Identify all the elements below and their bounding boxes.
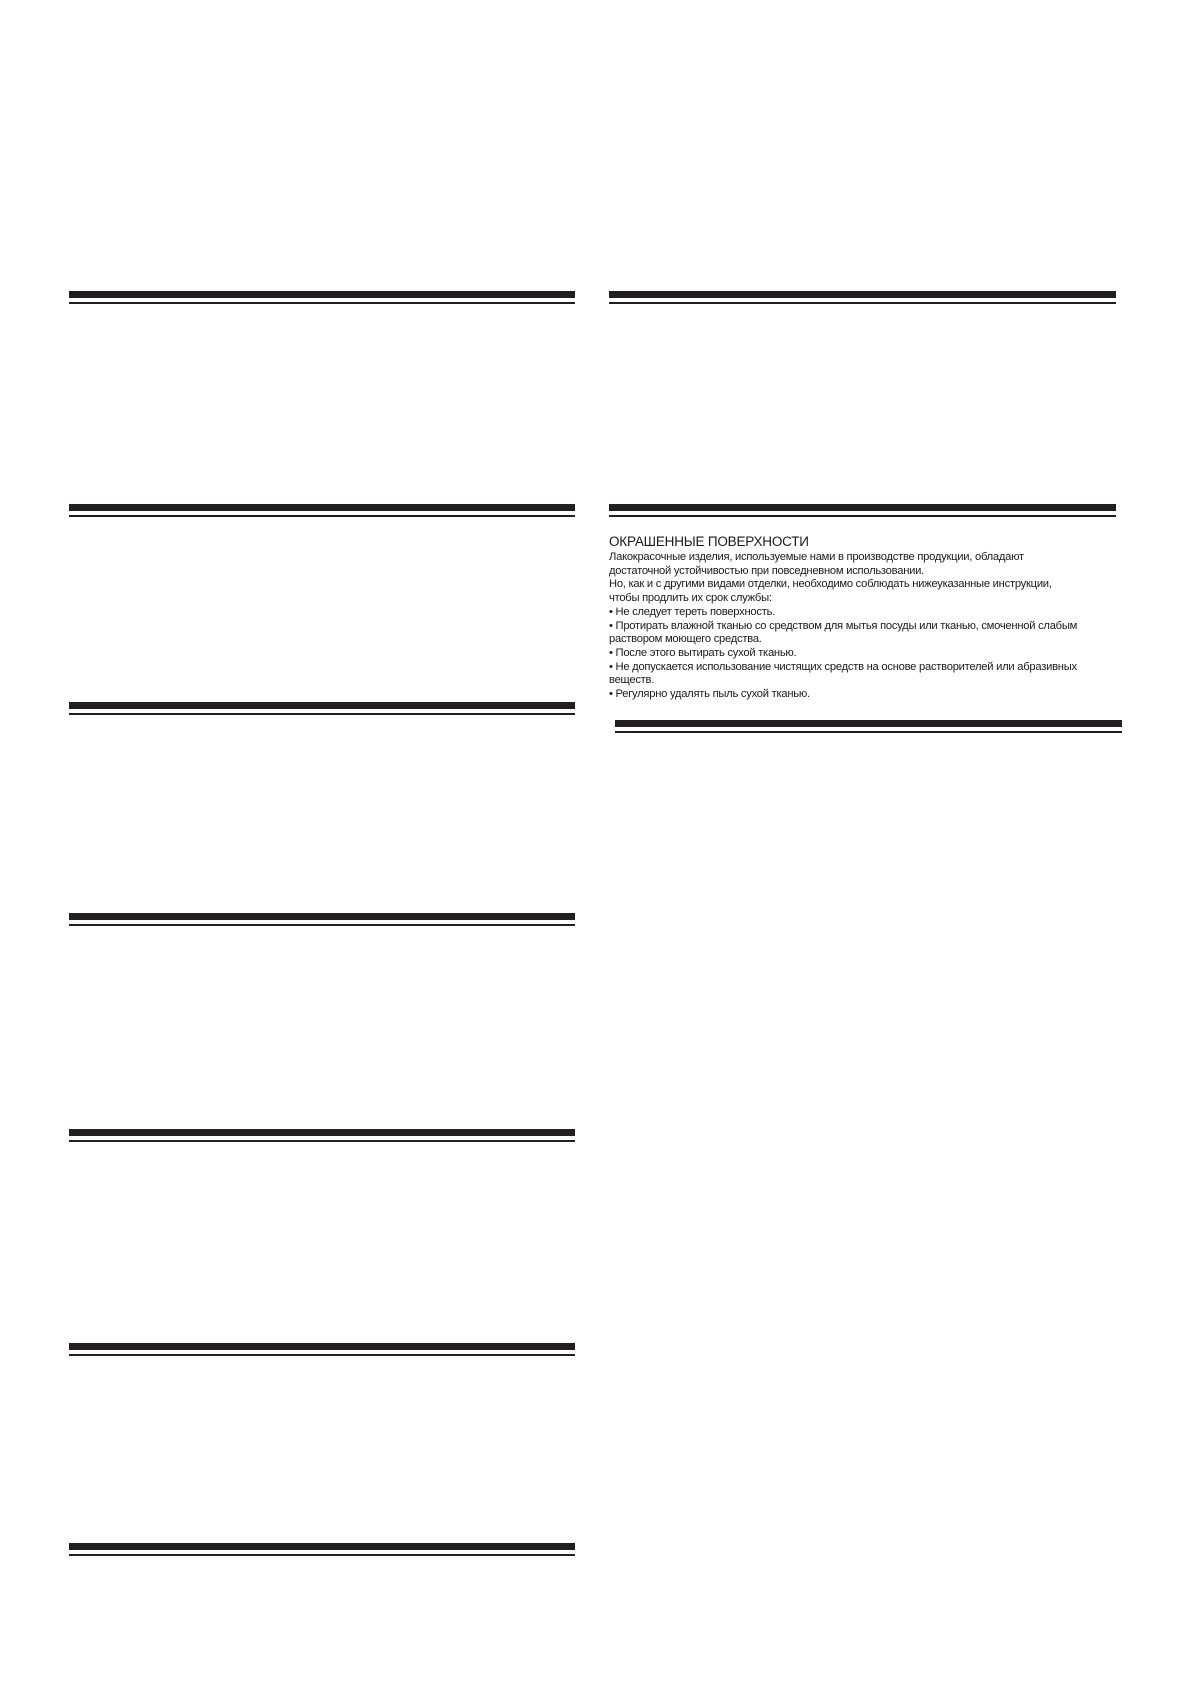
section-divider (609, 504, 1116, 518)
bullet-item: • Протирать влажной тканью со средством для мытья посуды или тканью, смоченной слабым (609, 619, 1078, 632)
section-divider (69, 1129, 575, 1143)
section-divider (69, 291, 575, 305)
section-text-line: достаточной устойчивостью при повседневном использовании. (609, 564, 924, 577)
bullet-item: • Не допускается использование чистящих средств на основе растворителей или абразивных (609, 660, 1077, 673)
section-divider (69, 702, 575, 716)
section-text-line: Но, как и с другими видами отделки, необходимо соблюдать нижеуказанные инструкции, (609, 578, 1052, 591)
bullet-item: • Регулярно удалять пыль сухой тканью. (609, 688, 810, 701)
section-divider (69, 504, 575, 518)
section-divider (609, 291, 1116, 305)
section-text-line: чтобы продлить их срок службы: (609, 592, 772, 605)
bullet-item-continuation: веществ. (609, 674, 655, 687)
section-divider (615, 720, 1122, 734)
painted-surfaces-section (609, 534, 1109, 702)
bullet-item: • Не следует тереть поверхность. (609, 605, 776, 618)
bullet-item: • После этого вытирать сухой тканью. (609, 646, 797, 659)
bullet-item-continuation: раствором моющего средства. (609, 633, 762, 646)
section-divider (69, 1543, 575, 1557)
section-title: ОКРАШЕННЫЕ ПОВЕРХНОСТИ (609, 534, 809, 549)
section-text-line: Лакокрасочные изделия, используемые нами в производстве продукции, обладают (609, 551, 1024, 563)
section-divider (69, 1343, 575, 1357)
section-divider (69, 913, 575, 927)
